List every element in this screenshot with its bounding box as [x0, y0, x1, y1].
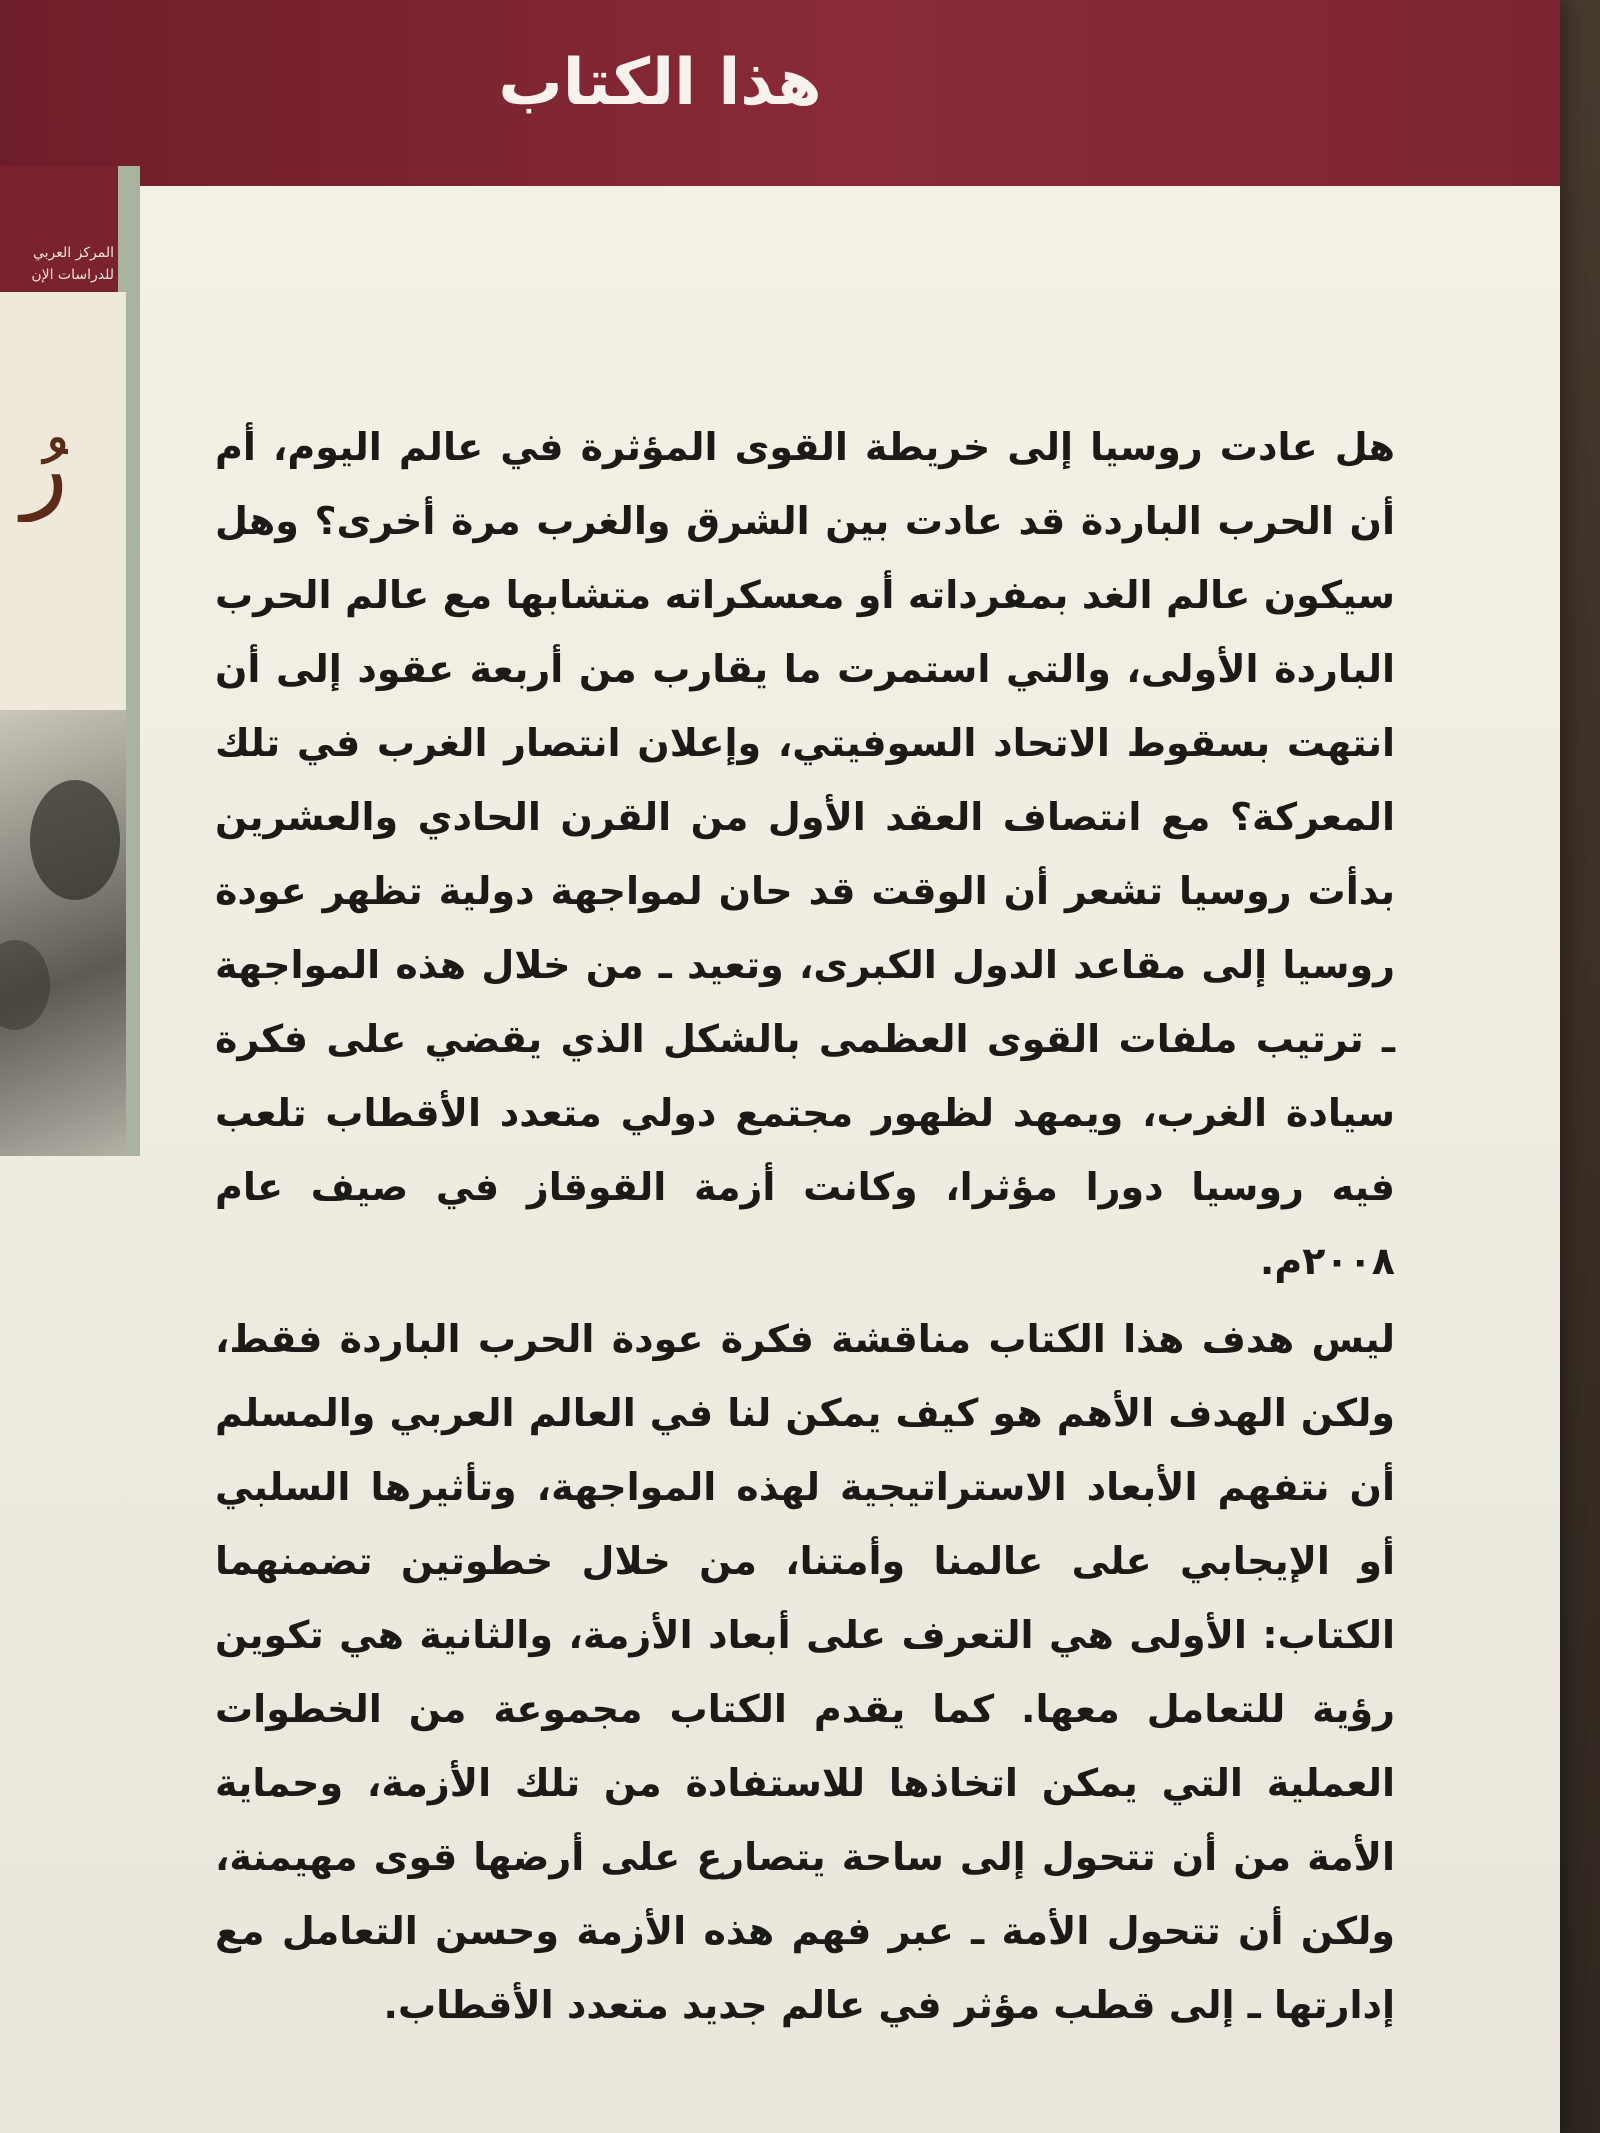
thumbnail-photo-shape [30, 780, 120, 900]
description-text [215, 410, 1395, 2046]
thumbnail-title-fragment: رُ [21, 412, 68, 522]
thumbnail-publisher-line1: المركز العربي [32, 245, 114, 261]
description-paragraph-1: هل عادت روسيا إلى خريطة القوى المؤثرة في عالم اليوم، أم أن الحرب الباردة قد عادت بين الشرق والغرب مرة أخرى؟ وهل سيكون عالم الغد بمفرداته أو معسكراته متشابها مع عالم الحرب الباردة الأولى، والتي استمرت ما يقارب من أربعة عقود إلى أن انتهت بسقوط الاتحاد السوفيتي، وإعلان انتصار الغرب في تلك المعركة؟ مع انتصاف العقد الأول من القرن الحادي والعشرين بدأت روسيا تشعر أن الوقت قد حان لمواجهة دولية تظهر عودة روسيا إلى مقاعد الدول الكبرى، وتعيد ـ من خلال هذه المواجهة ـ ترتيب ملفات القوى العظمى بالشكل الذي يقضي على فكرة سيادة الغرب، ويمهد لظهور مجتمع دولي متعدد الأقطاب تلعب فيه روسيا دورا مؤثرا، وكانت أزمة القوقاز في صيف عام ٢٠٠٨م. [215, 425, 1395, 1283]
thumbnail-title-area [0, 292, 126, 712]
thumbnail-photo-shape [0, 940, 50, 1030]
book-cover-thumbnail [0, 166, 140, 1156]
thumbnail-publisher-line2: للدراسات الإن [31, 267, 114, 283]
page-title: هذا الكتاب [498, 46, 822, 120]
header-band [0, 0, 1560, 186]
thumbnail-publisher-band [0, 166, 118, 292]
description-paragraph-2: ليس هدف هذا الكتاب مناقشة فكرة عودة الحرب الباردة فقط، ولكن الهدف الأهم هو كيف يمكن لنا في العالم العربي والمسلم أن نتفهم الأبعاد الاستراتيجية لهذه المواجهة، وتأثيرها السلبي أو الإيجابي على عالمنا وأمتنا، من خلال خطوتين تضمنهما الكتاب: الأولى هي التعرف على أبعاد الأزمة، والثانية هي تكوين رؤية للتعامل معها. كما يقدم الكتاب مجموعة من الخطوات العملية التي يمكن اتخاذها للاستفادة من تلك الأزمة، وحماية الأمة من أن تتحول إلى ساحة يتصارع على أرضها قوى مهيمنة، ولكن أن تتحول الأمة ـ عبر فهم هذه الأزمة وحسن التعامل مع إدارتها ـ إلى قطب مؤثر في عالم جديد متعدد الأقطاب. [215, 1317, 1395, 2027]
thumbnail-photo [0, 710, 126, 1156]
